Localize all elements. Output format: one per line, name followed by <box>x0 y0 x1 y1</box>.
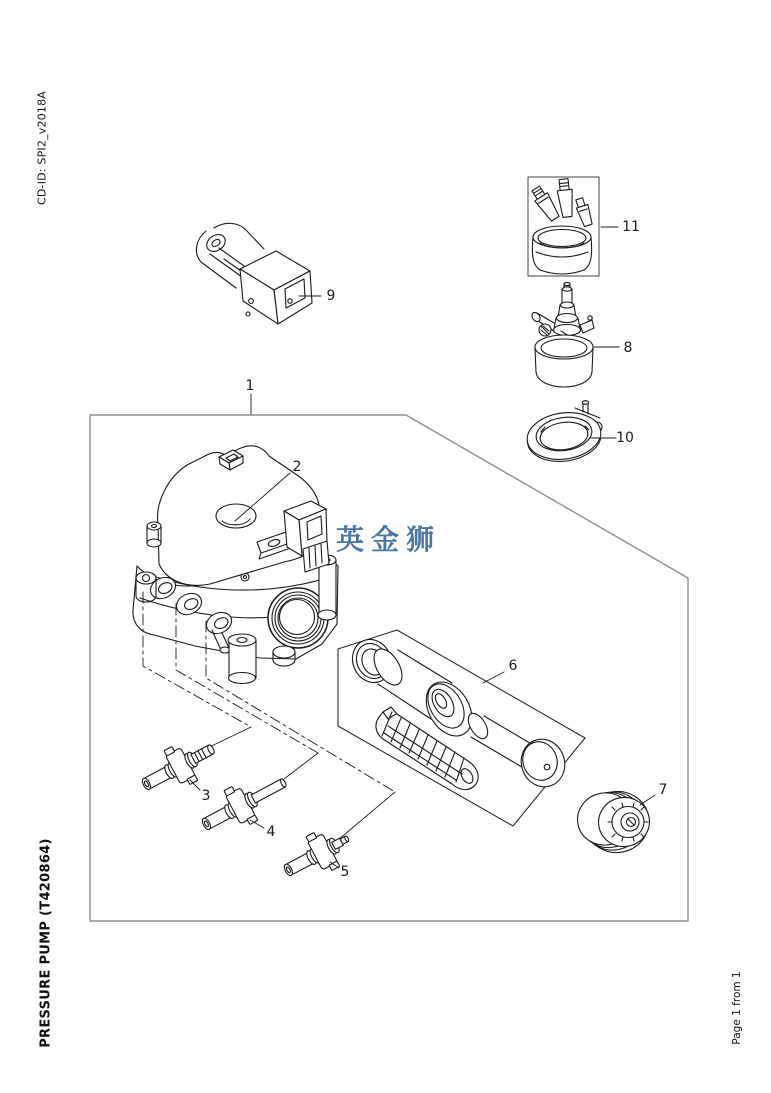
part-6-filter-kit <box>346 633 571 792</box>
pump-assembly <box>133 446 338 684</box>
callout-2: 2 <box>292 459 302 475</box>
callout-9: 9 <box>326 288 336 304</box>
callout-10: 10 <box>616 430 634 446</box>
assembly-solid-lines <box>197 727 395 840</box>
page-indicator: Page 1 from 1 <box>731 971 743 1045</box>
part-9-bracket-cover <box>196 223 312 324</box>
part-11-service-kit <box>528 177 599 276</box>
callout-7: 7 <box>658 782 668 798</box>
callout-1: 1 <box>245 378 255 394</box>
nozzle-3 <box>574 197 594 227</box>
callout-3: 3 <box>201 788 211 804</box>
part-10-clamp-ring <box>524 401 604 464</box>
callout-5: 5 <box>340 864 350 880</box>
callout-8: 8 <box>623 340 633 356</box>
plunger <box>464 710 571 792</box>
callout-4: 4 <box>266 824 276 840</box>
callout-11: 11 <box>622 219 640 235</box>
page-title: PRESSURE PUMP (T420864) <box>38 838 54 1048</box>
watermark: 英金狮 <box>336 523 442 556</box>
part-7-pulley <box>573 786 655 859</box>
part-8-pump-attachment <box>530 282 594 387</box>
cd-id-text: CD-ID: SPI2_v2018A <box>35 90 49 206</box>
callout-6: 6 <box>508 658 518 674</box>
nozzle-1 <box>529 184 561 222</box>
nozzle-2 <box>556 178 575 217</box>
measuring-cup <box>532 226 591 274</box>
